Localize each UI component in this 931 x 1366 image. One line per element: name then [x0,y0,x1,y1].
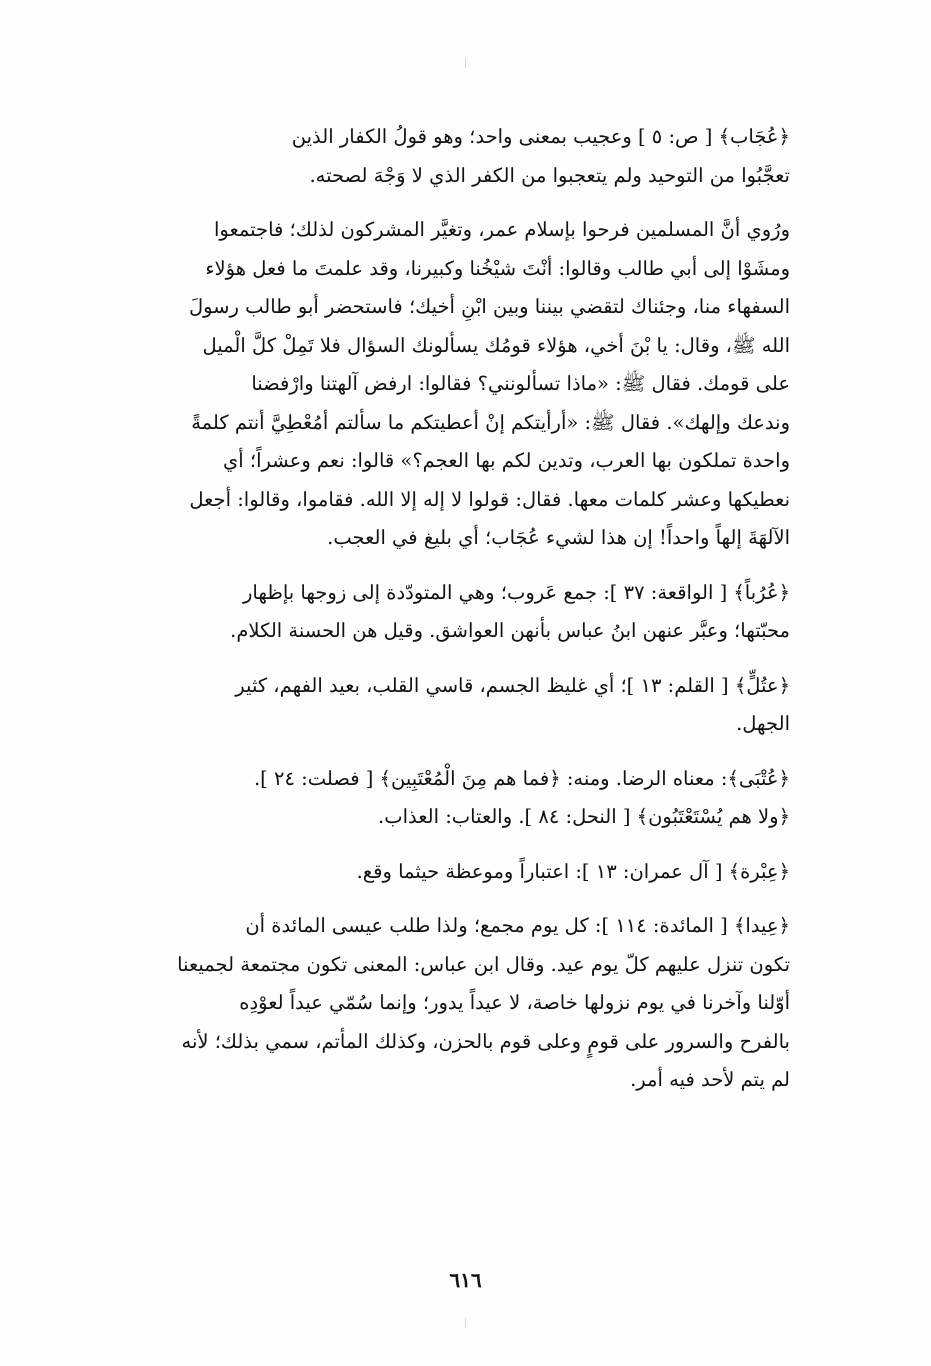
entry-uruban [100,574,790,651]
text-line: لم يتم لأحد فيه أمر. [630,1068,790,1091]
text-line: أوّلنا وآخرنا في يوم نزولها خاصة، لا عيداً يدور؛ وإنما سُمّي عيداً لعوْدِه [239,991,790,1014]
text-line: ومشَوْا إلى أبي طالب وقالوا: أنْتَ شيْخُنا وكبيرنا، وقد علمتَ ما فعل هؤلاء [205,256,790,280]
text-line: وندعك وإلهك». فقال ﷺ: «أرأيتكم إنْ أعطيتكم ما سألتم أمُعْطِيَّ أنتم كلمةً [191,410,790,434]
entry-ibra [100,853,790,892]
entry-utba [100,760,790,837]
text-line: ﴿عُجَاب﴾ [ ص: ٥ ] وعجيب بمعنى واحد؛ وهو قولُ الكفار الذين [291,125,790,148]
top-crop-mark [465,58,466,68]
text-line: ﴿عِبْرة﴾ [ آل عمران: ١٣ ]: اعتباراً وموعظة حيثما وقع. [356,859,790,883]
text-line: الله ﷺ، وقال: يا بْنَ أخي، هؤلاء قومُك يسألونك السؤال فلا تَمِلْ كلَّ الْميل [202,333,790,357]
text-line: ﴿عُرُباً﴾ [ الواقعة: ٣٧ ]: جمع عَروب؛ وهي المتودّدة إلى زوجها بإظهار [242,580,790,604]
text-line: نعطيكها وعشر كلمات معها. فقال: قولوا لا إله إلا الله. فقاموا، وقالوا: أجعل [189,487,790,511]
text-line: تعجَّبُوا من التوحيد ولم يتعجبوا من الكفر الذي لا وَجْهَ لصحته. [309,163,790,187]
entry-ujab-story [100,211,790,558]
text-line: ﴿عِيدا﴾ [ المائدة: ١١٤ ]: كل يوم مجمع؛ ولذا طلب عيسى المائدة أن [245,914,790,937]
text-line: السفهاء منا، وجئناك لتقضي بيننا وبين ابْنِ أخيك؛ فاستحضر أبو طالب رسولَ [188,295,790,318]
text-line: ﴿عتُلٍّ﴾ [ القلم: ١٣ ]؛ أي غليظ الجسم، قاسي القلب، بعيد الفهم، كثير [235,673,790,697]
text-line: ﴿عُتْبَى﴾: معناه الرضا. ومنه: ﴿فما هم مِنَ الْمُعْتَبِين﴾ [ فصلت: ٢٤ ]. [253,766,790,790]
text-line: ﴿ولا هم يُسْتَعْتَبُون﴾ [ النحل: ٨٤ ]. والعتاب: العذاب. [378,805,790,828]
bottom-crop-mark [465,1318,466,1328]
text-line: واحدة تملكون بها العرب، وتدين لكم بها العجم؟» قالوا: نعم وعشراً؛ أي [223,449,790,472]
text-line: الآلهَةَ إلهاً واحداً! إن هذا لشيء عُجَاب؛ أي بليغ في العجب. [327,526,790,549]
text-line: على قومك. فقال ﷺ: «ماذا تسألونني؟ فقالوا: ارفض آلهتنا وارْفضنا [251,372,790,395]
text-line: بالفرح والسرور على قومٍ وعلى قوم بالحزن، وكذلك المأتم، سمي بذلك؛ لأنه [181,1029,790,1053]
page-body [100,118,790,1116]
text-line: الجهل. [736,712,790,735]
text-line: محبّتها؛ وعبَّر عنهن ابنُ عباس بأنهن العواشق. وقيل هن الحسنة الكلام. [230,619,790,642]
text-line: ورُوي أنَّ المسلمين فرحوا بإسلام عمر، وتغيَّر المشركون لذلك؛ فاجتمعوا [213,218,790,241]
page-number: ٦١٦ [449,1268,482,1292]
entry-eid [100,907,790,1100]
entry-ujab [100,118,790,195]
text-line: تكون تنزل عليهم كلّ يوم عيد. وقال ابن عباس: المعنى تكون مجتمعة لجميعنا [177,952,790,976]
entry-utul [100,667,790,744]
